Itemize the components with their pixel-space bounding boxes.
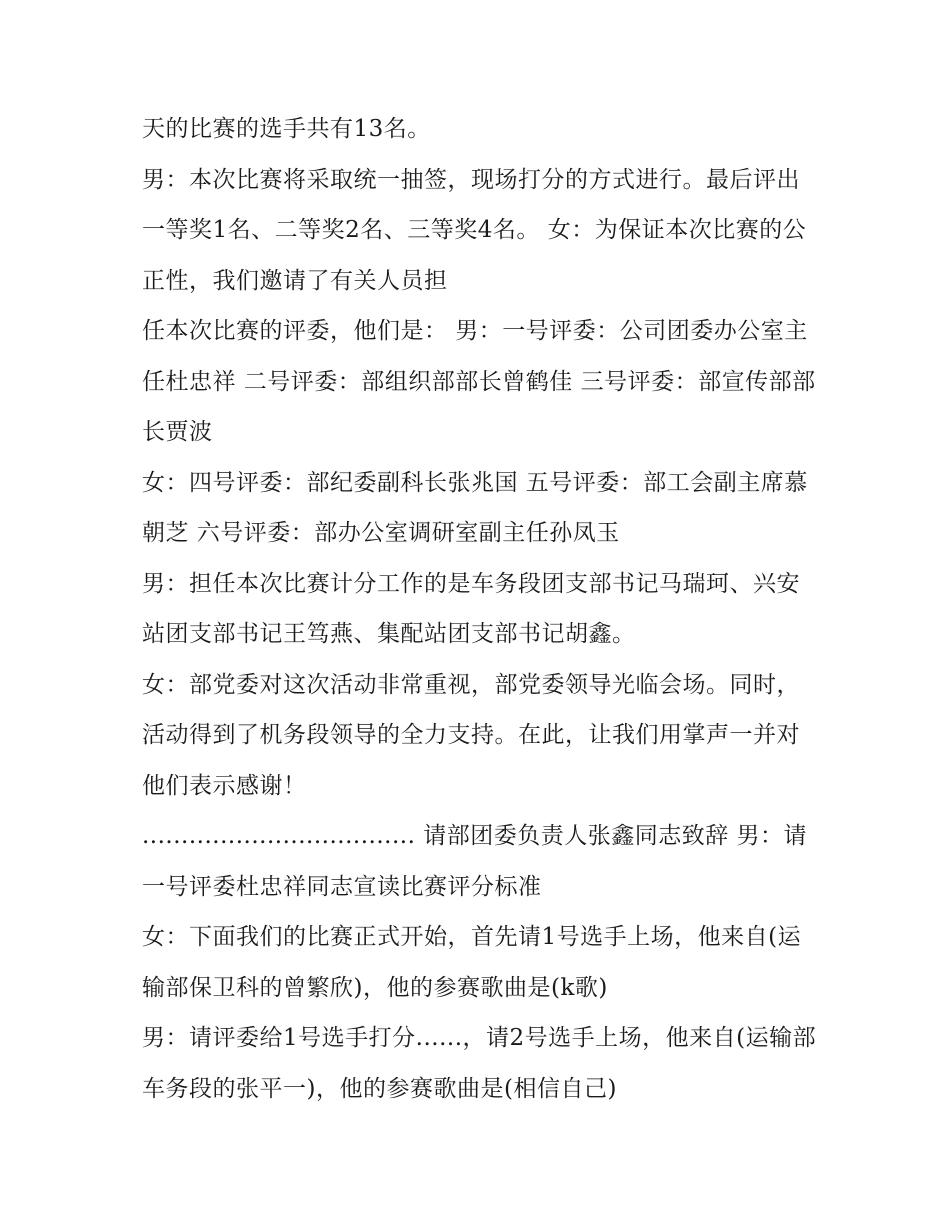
document-body xyxy=(142,104,822,1114)
paragraph-judges-2: 女：四号评委：部纪委副科长张兆国 五号评委：部工会副主席慕朝芝 六号评委：部办公室调研室副主任孙凤玉 xyxy=(142,469,808,546)
paragraph-judges-1: 任本次比赛的评委，他们是： 男：一号评委：公司团委办公室主任杜忠祥 二号评委：部组织部部长曾鹤佳 三号评委：部宣传部部长贾波 xyxy=(142,318,816,445)
paragraph-rules: 男：本次比赛将采取统一抽签，现场打分的方式进行。最后评出一等奖1名、二等奖2名、三等奖4名。 女：为保证本次比赛的公正性，我们邀请了有关人员担 xyxy=(142,166,807,294)
paragraph-contestant-2: 男：请评委给1号选手打分......，请2号选手上场，他来自(运输部车务段的张平一)，他的参赛歌曲是(相信自己) xyxy=(142,1025,817,1102)
paragraph-thanks: 女：部党委对这次活动非常重视，部党委领导光临会场。同时，活动得到了机务段领导的全力支持。在此，让我们用掌声一并对他们表示感谢！ xyxy=(142,671,800,799)
paragraph-scorekeepers: 男：担任本次比赛计分工作的是车务段团支部书记马瑞珂、兴安站团支部书记王笃燕、集配站团支部书记胡鑫。 xyxy=(142,570,800,647)
paragraph-contestant-1: 女：下面我们的比赛正式开始，首先请1号选手上场，他来自(运输部保卫科的曾繁欣)，他的参赛歌曲是(k歌) xyxy=(142,924,802,1001)
paragraph-contestant-count: 天的比赛的选手共有13名。 xyxy=(142,116,431,142)
paragraph-speech: ................................... 请部团委负责人张鑫同志致辞 男：请一号评委杜忠祥同志宣读比赛评分标准 xyxy=(142,823,808,900)
